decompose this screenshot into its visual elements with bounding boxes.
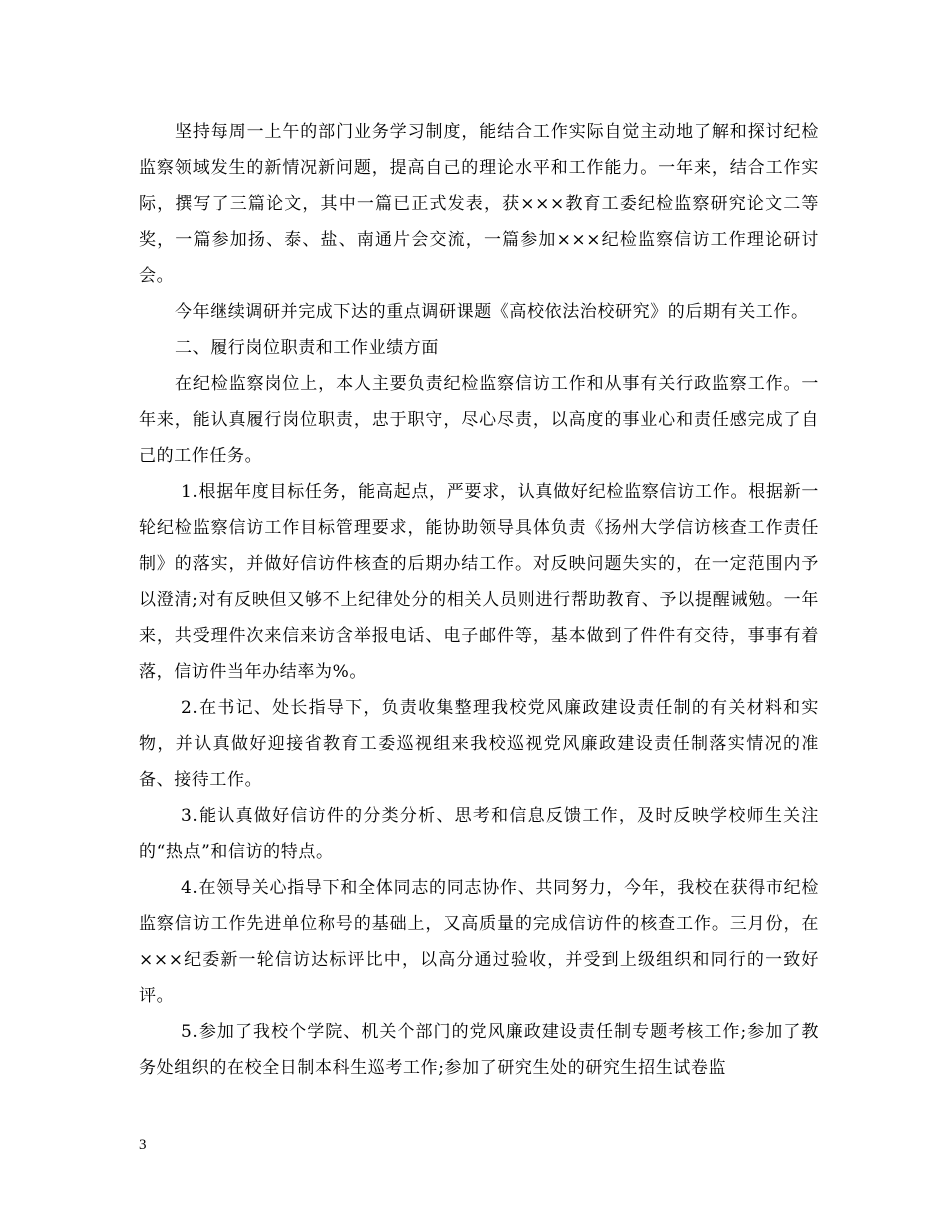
paragraph-study-system: 坚持每周一上午的部门业务学习制度，能结合工作实际自觉主动地了解和探讨纪检监察领域发生的新情况新问题，提高自己的理论水平和工作能力。一年来，结合工作实际，撰写了三篇论文，其中一篇已正式发表，获×××教育工委纪检监察研究论文二等奖，一篇参加扬、泰、盐、南通片会交流，一篇参加×××纪检监察信访工作理论研讨会。 bbox=[139, 122, 819, 286]
paragraph-duties-intro: 在纪检监察岗位上，本人主要负责纪检监察信访工作和从事有关行政监察工作。一年来，能认真履行岗位职责，忠于职守，尽心尽责，以高度的事业心和责任感完成了自己的工作任务。 bbox=[139, 374, 819, 466]
list-item-2: 2.在书记、处长指导下，负责收集整理我校党风廉政建设责任制的有关材料和实物，并认真做好迎接省教育工委巡视组来我校巡视党风廉政建设责任制落实情况的准备、接待工作。 bbox=[139, 698, 819, 790]
document-body bbox=[139, 114, 819, 1086]
list-item-5: 5.参加了我校个学院、机关个部门的党风廉政建设责任制专题考核工作;参加了教务处组织的在校全日制本科生巡考工作;参加了研究生处的研究生招生试卷监 bbox=[139, 1022, 819, 1078]
list-item-4: 4.在领导关心指导下和全体同志的同志协作、共同努力，今年，我校在获得市纪检监察信访工作先进单位称号的基础上，又高质量的完成信访件的核查工作。三月份，在×××纪委新一轮信访达标评比中，以高分通过验收，并受到上级组织和同行的一致好评。 bbox=[139, 878, 819, 1006]
section-heading-duties: 二、履行岗位职责和工作业绩方面 bbox=[175, 338, 439, 358]
list-item-3: 3.能认真做好信访件的分类分析、思考和信息反馈工作，及时反映学校师生关注的“热点”和信访的特点。 bbox=[139, 806, 819, 862]
paragraph-research-topic: 今年继续调研并完成下达的重点调研课题《高校依法治校研究》的后期有关工作。 bbox=[175, 302, 809, 322]
page-number: 3 bbox=[139, 1137, 147, 1153]
list-item-1: 1.根据年度目标任务，能高起点，严要求，认真做好纪检监察信访工作。根据新一轮纪检监察信访工作目标管理要求，能协助领导具体负责《扬州大学信访核查工作责任制》的落实，并做好信访件核查的后期办结工作。对反映问题失实的，在一定范围内予以澄清;对有反映但又够不上纪律处分的相关人员则进行帮助教育、予以提醒诫勉。一年来，共受理件次来信来访含举报电话、电子邮件等，基本做到了件件有交待，事事有着落，信访件当年办结率为%。 bbox=[139, 482, 819, 682]
